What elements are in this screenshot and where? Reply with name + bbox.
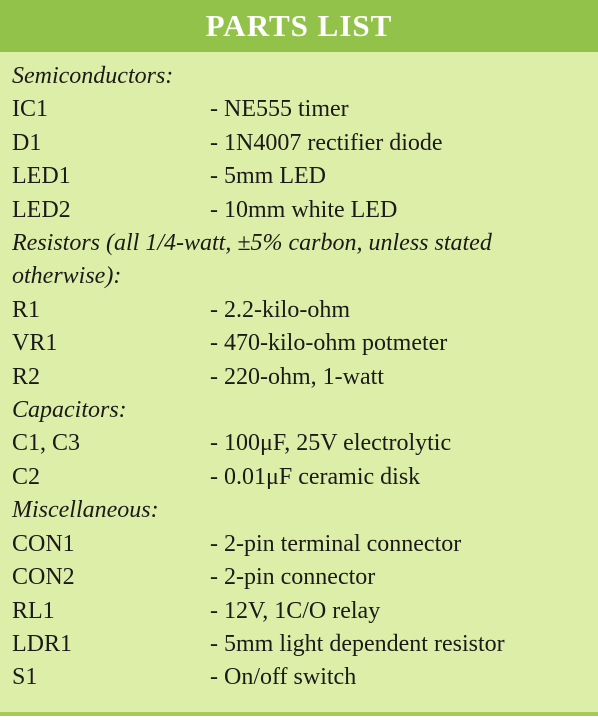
part-row-ldr1 (12, 628, 598, 661)
part-row-r1 (12, 294, 598, 327)
part-desc: - 5mm light dependent resistor (210, 630, 505, 657)
part-ref: D1 (12, 129, 42, 156)
section-heading-semiconductors: Semiconductors: (12, 63, 174, 89)
part-desc: - 2-pin terminal connector (210, 530, 462, 557)
part-desc: - 470-kilo-ohm potmeter (210, 330, 448, 357)
part-ref: LED1 (12, 163, 71, 190)
part-desc: - 0.01μF ceramic disk (210, 463, 421, 490)
part-desc: - 5mm LED (210, 163, 326, 190)
part-ref: CON2 (12, 564, 75, 591)
part-desc: - 100μF, 25V electrolytic (210, 430, 452, 457)
parts-list-content (0, 52, 598, 695)
section-heading-capacitors: Capacitors: (12, 397, 127, 424)
parts-list-title: PARTS LIST (0, 0, 598, 52)
part-ref: IC1 (12, 96, 48, 123)
part-desc: - NE555 timer (210, 96, 349, 123)
part-ref: S1 (12, 664, 38, 691)
section-heading-resistors: Resistors (all 1/4-watt, ±5% carbon, unless stated otherwise): (12, 230, 492, 290)
part-ref: C1, C3 (12, 430, 81, 457)
part-ref: CON1 (12, 530, 75, 557)
part-row-d1 (12, 127, 598, 160)
part-ref: LDR1 (12, 630, 72, 657)
part-row-con2 (12, 561, 598, 594)
part-desc: - 1N4007 rectifier diode (210, 129, 443, 156)
part-desc: - 10mm white LED (210, 196, 398, 223)
part-row-rl1 (12, 595, 598, 628)
part-ref: C2 (12, 463, 41, 490)
part-desc: - On/off switch (210, 664, 357, 691)
part-row-c2 (12, 461, 598, 494)
part-ref: VR1 (12, 330, 58, 357)
part-desc: - 2-pin connector (210, 564, 376, 591)
part-desc: - 12V, 1C/O relay (210, 597, 381, 624)
part-row-s1 (12, 661, 598, 694)
part-row-c1-c3 (12, 427, 598, 460)
part-desc: - 2.2-kilo-ohm (210, 296, 350, 323)
part-desc: - 220-ohm, 1-watt (210, 363, 384, 390)
part-ref: RL1 (12, 597, 55, 624)
section-heading-miscellaneous: Miscellaneous: (12, 497, 159, 524)
part-ref: LED2 (12, 196, 71, 223)
part-ref: R2 (12, 363, 41, 390)
part-row-led1 (12, 160, 598, 193)
part-row-vr1 (12, 327, 598, 360)
part-row-r2 (12, 361, 598, 394)
part-row-ic1 (12, 93, 598, 126)
part-row-con1 (12, 528, 598, 561)
part-row-led2 (12, 194, 598, 227)
part-ref: R1 (12, 296, 41, 323)
